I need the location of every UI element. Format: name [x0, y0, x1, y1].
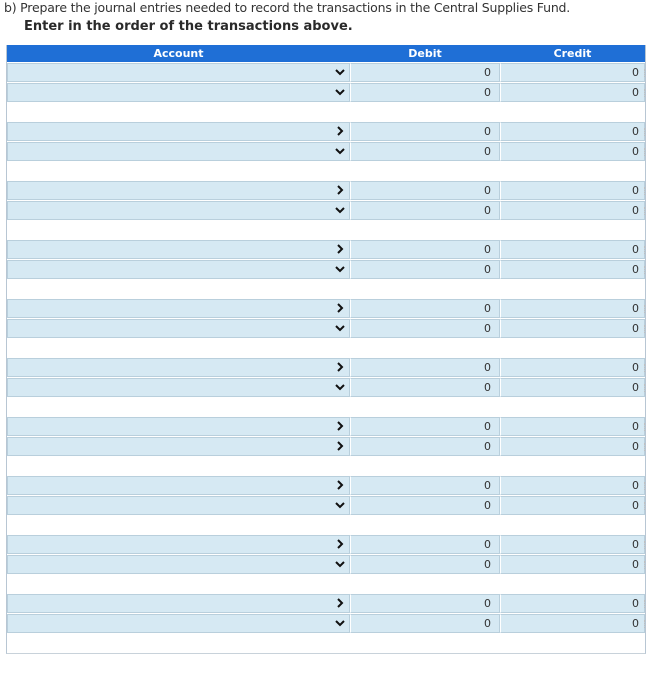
credit-value: 0	[632, 499, 639, 512]
credit-value: 0	[632, 361, 639, 374]
debit-value: 0	[484, 499, 491, 512]
chevron-down-icon[interactable]	[334, 66, 346, 78]
credit-value: 0	[632, 420, 639, 433]
account-select[interactable]	[7, 240, 350, 259]
chevron-down-icon[interactable]	[334, 499, 346, 511]
credit-input[interactable]	[500, 319, 645, 338]
credit-value: 0	[632, 66, 639, 79]
account-select[interactable]	[7, 496, 350, 515]
group-gap	[7, 280, 645, 299]
credit-input[interactable]	[500, 201, 645, 220]
chevron-right-icon[interactable]	[334, 243, 346, 255]
table-row	[7, 260, 645, 279]
account-select[interactable]	[7, 122, 350, 141]
debit-input[interactable]	[350, 378, 500, 397]
credit-input[interactable]	[500, 535, 645, 554]
credit-input[interactable]	[500, 83, 645, 102]
credit-input[interactable]	[500, 63, 645, 82]
credit-value: 0	[632, 86, 639, 99]
debit-input[interactable]	[350, 299, 500, 318]
debit-value: 0	[484, 440, 491, 453]
entry-group	[7, 417, 645, 456]
credit-value: 0	[632, 440, 639, 453]
entry-group	[7, 240, 645, 279]
header-debit: Debit	[408, 47, 442, 60]
credit-value: 0	[632, 125, 639, 138]
entry-group	[7, 358, 645, 397]
chevron-down-icon[interactable]	[334, 86, 346, 98]
debit-input[interactable]	[350, 122, 500, 141]
credit-value: 0	[632, 597, 639, 610]
debit-value: 0	[484, 597, 491, 610]
chevron-right-icon[interactable]	[334, 440, 346, 452]
debit-value: 0	[484, 263, 491, 276]
chevron-down-icon[interactable]	[334, 617, 346, 629]
table-row	[7, 358, 645, 377]
debit-input[interactable]	[350, 181, 500, 200]
table-row	[7, 201, 645, 220]
table-row	[7, 437, 645, 456]
entry-group	[7, 63, 645, 102]
journal-entry-table	[6, 45, 646, 654]
debit-input[interactable]	[350, 535, 500, 554]
credit-value: 0	[632, 479, 639, 492]
chevron-down-icon[interactable]	[334, 145, 346, 157]
debit-value: 0	[484, 322, 491, 335]
entry-group	[7, 181, 645, 220]
table-header	[7, 45, 645, 62]
table-row	[7, 240, 645, 259]
debit-value: 0	[484, 204, 491, 217]
group-gap	[7, 457, 645, 476]
header-account: Account	[153, 47, 204, 60]
group-gap	[7, 634, 645, 653]
group-gap	[7, 339, 645, 358]
table-row	[7, 319, 645, 338]
credit-input[interactable]	[500, 555, 645, 574]
account-select[interactable]	[7, 555, 350, 574]
chevron-right-icon[interactable]	[334, 538, 346, 550]
credit-input[interactable]	[500, 594, 645, 613]
credit-input[interactable]	[500, 240, 645, 259]
credit-value: 0	[632, 263, 639, 276]
debit-value: 0	[484, 361, 491, 374]
debit-input[interactable]	[350, 614, 500, 633]
account-select[interactable]	[7, 299, 350, 318]
credit-value: 0	[632, 204, 639, 217]
debit-input[interactable]	[350, 437, 500, 456]
entry-group	[7, 594, 645, 633]
account-select[interactable]	[7, 476, 350, 495]
debit-value: 0	[484, 125, 491, 138]
credit-value: 0	[632, 302, 639, 315]
credit-input[interactable]	[500, 260, 645, 279]
group-gap	[7, 398, 645, 417]
account-select[interactable]	[7, 358, 350, 377]
chevron-right-icon[interactable]	[334, 302, 346, 314]
group-gap	[7, 162, 645, 181]
chevron-right-icon[interactable]	[334, 361, 346, 373]
account-select[interactable]	[7, 614, 350, 633]
credit-input[interactable]	[500, 614, 645, 633]
debit-input[interactable]	[350, 496, 500, 515]
chevron-right-icon[interactable]	[334, 479, 346, 491]
group-gap	[7, 103, 645, 122]
table-row	[7, 299, 645, 318]
chevron-down-icon[interactable]	[334, 263, 346, 275]
entry-group	[7, 122, 645, 161]
credit-value: 0	[632, 322, 639, 335]
debit-input[interactable]	[350, 594, 500, 613]
account-select[interactable]	[7, 319, 350, 338]
table-row	[7, 63, 645, 82]
credit-input[interactable]	[500, 417, 645, 436]
credit-input[interactable]	[500, 496, 645, 515]
table-row	[7, 614, 645, 633]
credit-input[interactable]	[500, 299, 645, 318]
chevron-down-icon[interactable]	[334, 558, 346, 570]
debit-value: 0	[484, 558, 491, 571]
table-body	[7, 63, 645, 653]
debit-value: 0	[484, 538, 491, 551]
account-select[interactable]	[7, 417, 350, 436]
credit-value: 0	[632, 184, 639, 197]
credit-value: 0	[632, 538, 639, 551]
table-row	[7, 378, 645, 397]
chevron-right-icon[interactable]	[334, 420, 346, 432]
account-select[interactable]	[7, 63, 350, 82]
credit-value: 0	[632, 617, 639, 630]
account-select[interactable]	[7, 181, 350, 200]
group-gap	[7, 221, 645, 240]
chevron-down-icon[interactable]	[334, 204, 346, 216]
chevron-right-icon[interactable]	[334, 125, 346, 137]
debit-value: 0	[484, 479, 491, 492]
debit-value: 0	[484, 66, 491, 79]
debit-input[interactable]	[350, 260, 500, 279]
debit-input[interactable]	[350, 476, 500, 495]
debit-value: 0	[484, 420, 491, 433]
debit-input[interactable]	[350, 201, 500, 220]
debit-input[interactable]	[350, 417, 500, 436]
debit-value: 0	[484, 381, 491, 394]
table-row	[7, 476, 645, 495]
chevron-down-icon[interactable]	[334, 322, 346, 334]
credit-value: 0	[632, 243, 639, 256]
account-select[interactable]	[7, 201, 350, 220]
chevron-down-icon[interactable]	[334, 381, 346, 393]
credit-input[interactable]	[500, 437, 645, 456]
account-select[interactable]	[7, 535, 350, 554]
entry-group	[7, 299, 645, 338]
account-select[interactable]	[7, 260, 350, 279]
table-row	[7, 555, 645, 574]
account-select[interactable]	[7, 378, 350, 397]
question-instruction: Enter in the order of the transactions above.	[24, 19, 353, 34]
credit-input[interactable]	[500, 122, 645, 141]
credit-input[interactable]	[500, 358, 645, 377]
header-credit: Credit	[553, 47, 592, 60]
debit-value: 0	[484, 86, 491, 99]
credit-input[interactable]	[500, 378, 645, 397]
debit-input[interactable]	[350, 83, 500, 102]
debit-value: 0	[484, 184, 491, 197]
entry-group	[7, 476, 645, 515]
debit-value: 0	[484, 145, 491, 158]
account-select[interactable]	[7, 437, 350, 456]
group-gap	[7, 516, 645, 535]
account-select[interactable]	[7, 83, 350, 102]
debit-value: 0	[484, 243, 491, 256]
debit-value: 0	[484, 617, 491, 630]
table-row	[7, 142, 645, 161]
credit-input[interactable]	[500, 476, 645, 495]
question-prompt: b) Prepare the journal entries needed to record the transactions in the Central Supplies Fund.	[4, 0, 571, 15]
credit-value: 0	[632, 145, 639, 158]
table-row	[7, 83, 645, 102]
group-gap	[7, 575, 645, 594]
credit-input[interactable]	[500, 181, 645, 200]
debit-input[interactable]	[350, 240, 500, 259]
account-select[interactable]	[7, 142, 350, 161]
chevron-right-icon[interactable]	[334, 184, 346, 196]
table-row	[7, 535, 645, 554]
debit-input[interactable]	[350, 319, 500, 338]
table-row	[7, 417, 645, 436]
debit-input[interactable]	[350, 142, 500, 161]
table-row	[7, 594, 645, 613]
account-select[interactable]	[7, 594, 350, 613]
credit-value: 0	[632, 381, 639, 394]
debit-input[interactable]	[350, 63, 500, 82]
credit-input[interactable]	[500, 142, 645, 161]
debit-input[interactable]	[350, 555, 500, 574]
entry-group	[7, 535, 645, 574]
table-row	[7, 496, 645, 515]
debit-input[interactable]	[350, 358, 500, 377]
table-row	[7, 122, 645, 141]
table-row	[7, 181, 645, 200]
chevron-right-icon[interactable]	[334, 597, 346, 609]
credit-value: 0	[632, 558, 639, 571]
debit-value: 0	[484, 302, 491, 315]
